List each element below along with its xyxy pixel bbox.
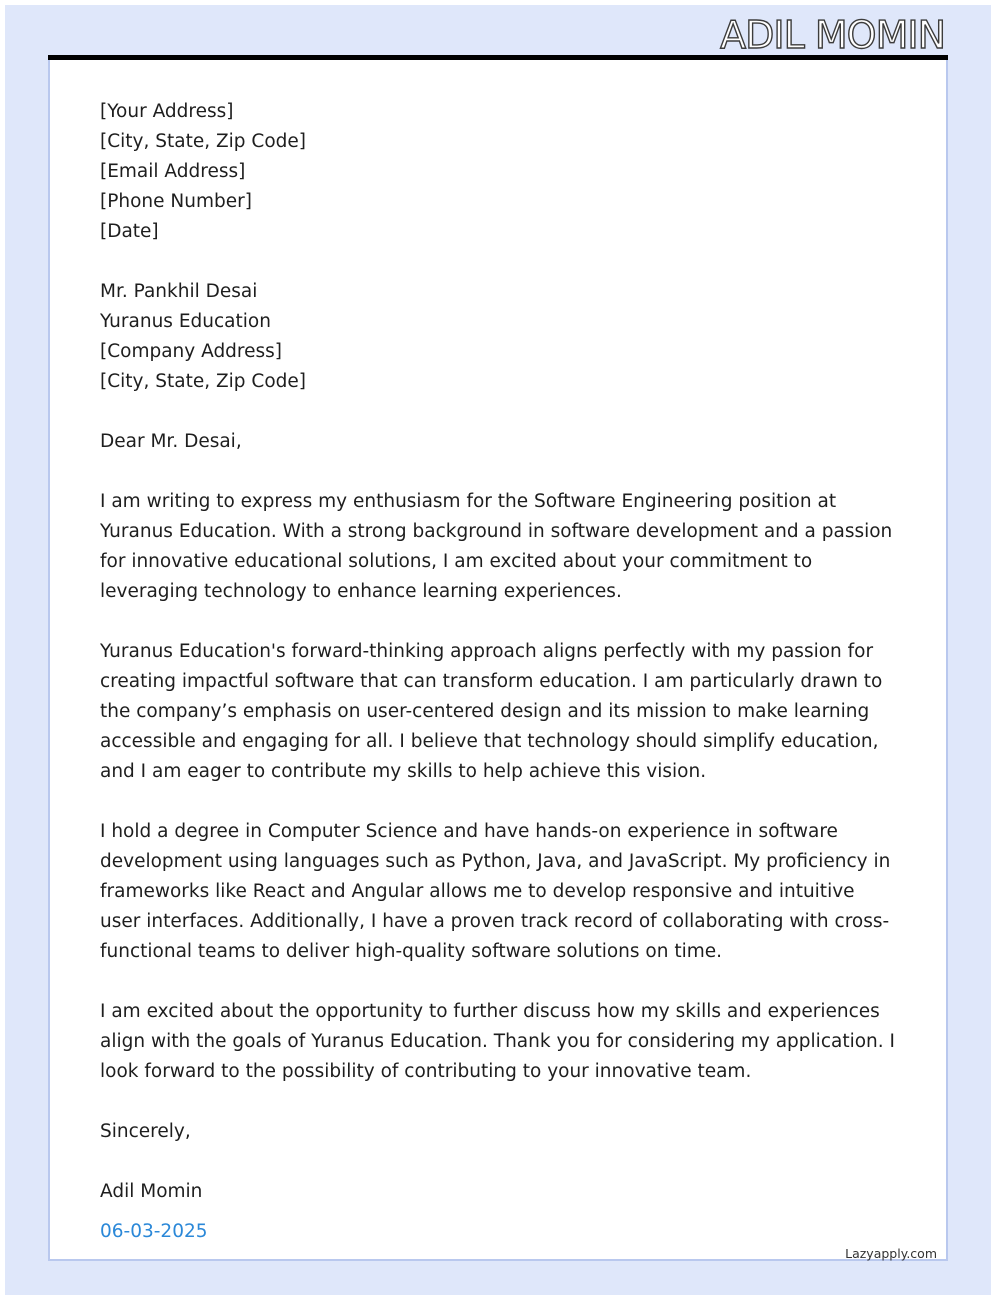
sender-email: [Email Address] — [100, 161, 246, 182]
sender-city: [City, State, Zip Code] — [100, 131, 306, 152]
sender-address: [Your Address] — [100, 101, 234, 122]
recipient-city: [City, State, Zip Code] — [100, 371, 306, 392]
recipient-name: Mr. Pankhil Desai — [100, 281, 258, 302]
recipient-block — [100, 277, 900, 397]
sender-date: [Date] — [100, 221, 159, 242]
salutation: Dear Mr. Desai, — [100, 431, 242, 452]
applicant-name-title: ADIL MOMIN — [720, 13, 945, 57]
footer-brand: Lazyapply.com — [845, 1246, 937, 1261]
signature: Adil Momin — [100, 1181, 203, 1202]
sender-block — [100, 97, 900, 247]
recipient-company: Yuranus Education — [100, 311, 271, 332]
closing: Sincerely, — [100, 1121, 191, 1142]
paragraph-company-fit: Yuranus Education's forward-thinking approach aligns perfectly with my passion for creating impactful software that can transform education. I am particularly drawn to the company’s emphasis on user-centered design and its mission to make learning accessible and engaging for all. I believe that technology should simplify education, and I am eager to contribute my skills to help achieve this vision. — [100, 641, 883, 782]
paragraph-experience: I hold a degree in Computer Science and have hands-on experience in software development using languages such as Python, Java, and JavaScript. My proficiency in frameworks like React and Angular allows me to develop responsive and intuitive user interfaces. Additionally, I have a proven track record of collaborating with cross-functional teams to deliver high-quality software solutions on time. — [100, 821, 891, 962]
recipient-address: [Company Address] — [100, 341, 283, 362]
paragraph-intro: I am writing to express my enthusiasm for the Software Engineering position at Yuranus Education. With a strong background in software development and a passion for innovative educational solutions, I am excited about your commitment to leveraging technology to enhance learning experiences. — [100, 491, 893, 602]
paragraph-closing: I am excited about the opportunity to further discuss how my skills and experiences align with the goals of Yuranus Education. Thank you for considering my application. I look forward to the possibility of contributing to your innovative team. — [100, 1001, 895, 1082]
letter-body — [100, 97, 900, 1247]
signed-date: 06-03-2025 — [100, 1221, 208, 1242]
sender-phone: [Phone Number] — [100, 191, 252, 212]
